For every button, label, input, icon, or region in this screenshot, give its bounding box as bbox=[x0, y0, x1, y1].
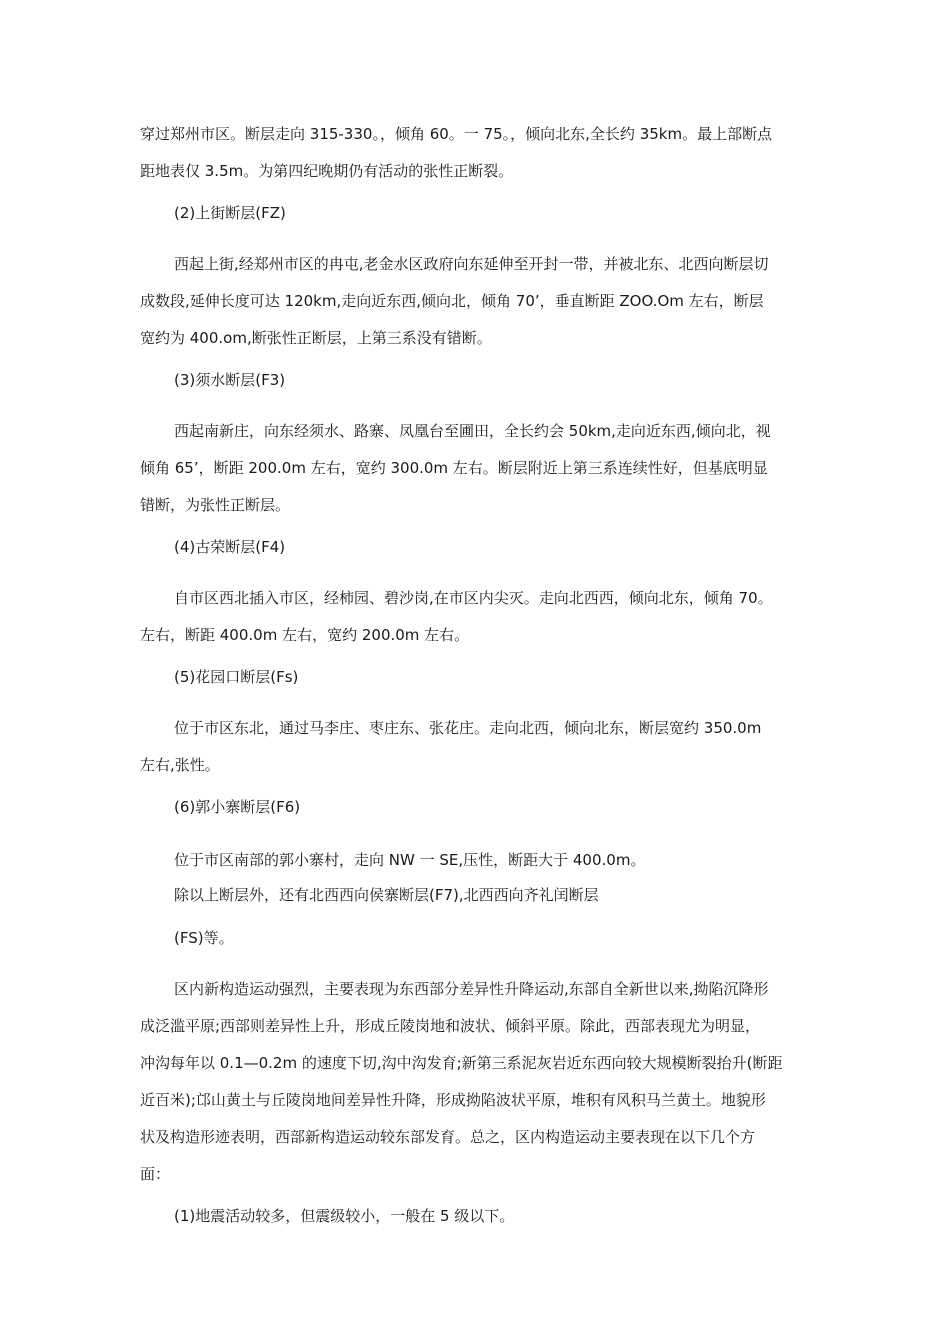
section-heading-huayuankou-fault: (5)花园口断层(Fs) bbox=[174, 668, 299, 686]
paragraph-line: 面： bbox=[140, 1165, 171, 1183]
list-item: (1)地震活动较多，但震级较小，一般在 5 级以下。 bbox=[174, 1207, 515, 1225]
paragraph-line: 近百米);邙山黄土与丘陵岗地间差异性升降，形成拗陷波状平原，堆积有风积马兰黄土。地貌形 bbox=[140, 1091, 766, 1109]
section-heading-xushui-fault: (3)须水断层(F3) bbox=[174, 371, 286, 389]
paragraph-line: 西起上街,经郑州市区的冉屯,老金水区政府向东延伸至开封一带，并被北东、北西向断层切 bbox=[174, 255, 769, 273]
paragraph-line: 西起南新庄，向东经须水、路寨、凤凰台至圃田，全长约会 50km,走向近东西,倾向北，视 bbox=[174, 422, 771, 440]
paragraph-line: 位于市区东北，通过马李庄、枣庄东、张花庄。走向北西，倾向北东，断层宽约 350.0m bbox=[174, 719, 762, 737]
paragraph-line: 自市区西北插入市区，经柿园、碧沙岗,在市区内尖灭。走向北西西，倾向北东，倾角 70。 bbox=[174, 589, 773, 607]
paragraph-line: 宽约为 400.om,断张性正断层，上第三系没有错断。 bbox=[140, 329, 492, 347]
paragraph-line: 冲沟每年以 0.1—0.2m 的速度下切,沟中沟发育;新第三系泥灰岩近东西向较大规模断裂抬升(断距 bbox=[140, 1054, 783, 1072]
paragraph-line: (FS)等。 bbox=[174, 929, 234, 947]
paragraph-line: 穿过郑州市区。断层走向 315-330。，倾角 60。一 75。，倾向北东,全长约 35km。最上部断点 bbox=[140, 125, 773, 143]
paragraph-line: 成数段,延伸长度可达 120km,走向近东西,倾向北，倾角 70’，垂直断距 ZOO.Om 左右，断层 bbox=[140, 292, 764, 310]
paragraph-line: 距地表仅 3.5m。为第四纪晚期仍有活动的张性正断裂。 bbox=[140, 162, 514, 180]
section-heading-shangjie-fault: (2)上街断层(FZ) bbox=[174, 204, 286, 222]
paragraph-line: 状及构造形迹表明，西部新构造运动较东部发育。总之，区内构造运动主要表现在以下几个方 bbox=[140, 1128, 756, 1146]
paragraph-line: 错断，为张性正断层。 bbox=[140, 496, 291, 514]
paragraph-line: 除以上断层外，还有北西西向侯寨断层(F7),北西西向齐礼闰断层 bbox=[174, 886, 599, 904]
paragraph-line: 区内新构造运动强烈，主要表现为东西部分差异性升降运动,东部自全新世以来,拗陷沉降形 bbox=[174, 980, 769, 998]
section-heading-guoxiaozhai-fault: (6)郭小寨断层(F6) bbox=[174, 798, 301, 816]
paragraph-line: 倾角 65’，断距 200.0m 左右，宽约 300.0m 左右。断层附近上第三系连续性好，但基底明显 bbox=[140, 459, 768, 477]
paragraph-line: 成泛滥平原;西部则差异性上升，形成丘陵岗地和波状、倾斜平原。除此，西部表现尤为明显， bbox=[140, 1017, 761, 1035]
paragraph-line: 左右,张性。 bbox=[140, 756, 220, 774]
paragraph-line: 左右，断距 400.0m 左右，宽约 200.0m 左右。 bbox=[140, 626, 470, 644]
paragraph-line: 位于市区南部的郭小寨村，走向 NW 一 SE,压性，断距大于 400.0m。 bbox=[174, 851, 646, 869]
section-heading-gurong-fault: (4)古荣断层(F4) bbox=[174, 538, 286, 556]
